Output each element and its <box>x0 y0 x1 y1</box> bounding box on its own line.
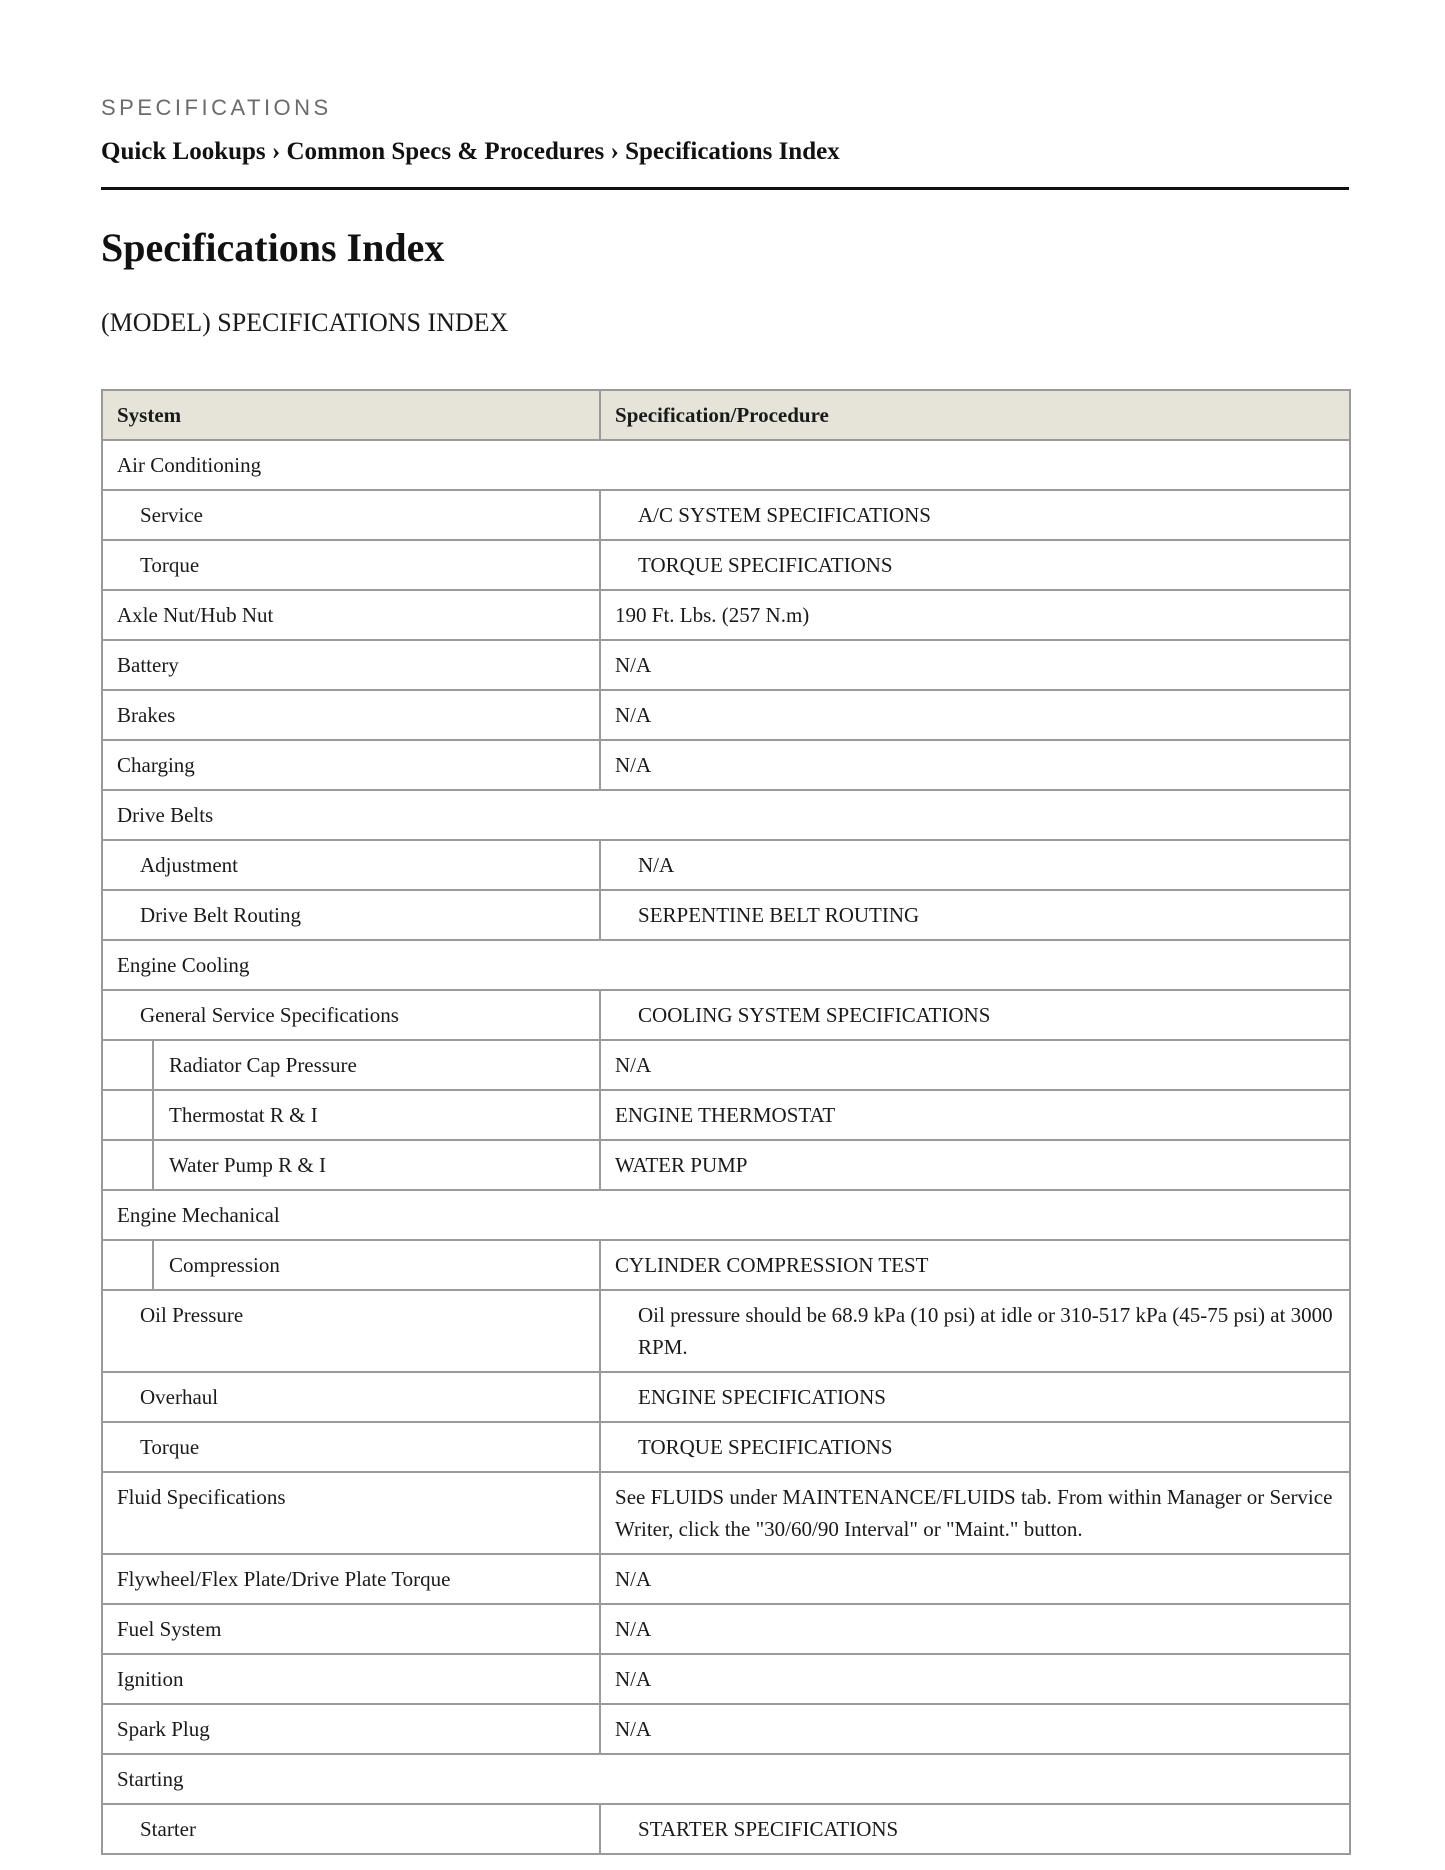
group-cell: Air Conditioning <box>102 440 1350 490</box>
table-header-row <box>102 390 1350 440</box>
spec-cell: ENGINE THERMOSTAT <box>600 1090 1350 1140</box>
table-row <box>102 1190 1350 1240</box>
table-row <box>102 1654 1350 1704</box>
system-cell: Overhaul <box>102 1372 600 1422</box>
spec-cell: N/A <box>600 640 1350 690</box>
system-cell: Spark Plug <box>102 1704 600 1754</box>
spec-cell: TORQUE SPECIFICATIONS <box>600 1422 1350 1472</box>
spec-cell: N/A <box>600 1554 1350 1604</box>
table-row <box>102 490 1350 540</box>
spec-cell: Oil pressure should be 68.9 kPa (10 psi) at idle or 310-517 kPa (45-75 psi) at 3000 RPM. <box>600 1290 1350 1372</box>
spec-cell: N/A <box>600 740 1350 790</box>
spec-cell: A/C SYSTEM SPECIFICATIONS <box>600 490 1350 540</box>
table-row <box>102 1604 1350 1654</box>
page-subtitle: (MODEL) SPECIFICATIONS INDEX <box>101 308 509 337</box>
table-row <box>102 890 1350 940</box>
system-cell: Brakes <box>102 690 600 740</box>
table-row <box>102 590 1350 640</box>
system-cell: Battery <box>102 640 600 690</box>
spec-cell: See FLUIDS under MAINTENANCE/FLUIDS tab. From within Manager or Service Writer, click the "30/60/90 Interval" or "Maint." button. <box>600 1472 1350 1554</box>
table-row <box>102 1040 1350 1090</box>
table-row <box>102 1804 1350 1854</box>
table-row <box>102 1240 1350 1290</box>
spec-cell: N/A <box>600 1654 1350 1704</box>
system-cell: Axle Nut/Hub Nut <box>102 590 600 640</box>
indent-spacer <box>102 1090 153 1140</box>
system-cell: Charging <box>102 740 600 790</box>
specifications-table <box>101 389 1351 1855</box>
column-header-spec: Specification/Procedure <box>600 390 1350 440</box>
system-cell: Drive Belt Routing <box>102 890 600 940</box>
system-cell: Thermostat R & I <box>153 1090 600 1140</box>
table-row <box>102 790 1350 840</box>
spec-cell: 190 Ft. Lbs. (257 N.m) <box>600 590 1350 640</box>
system-cell: Fuel System <box>102 1604 600 1654</box>
system-cell: General Service Specifications <box>102 990 600 1040</box>
system-cell: Torque <box>102 1422 600 1472</box>
table-row <box>102 1422 1350 1472</box>
table-row <box>102 1704 1350 1754</box>
table-row <box>102 940 1350 990</box>
system-cell: Fluid Specifications <box>102 1472 600 1554</box>
system-cell: Water Pump R & I <box>153 1140 600 1190</box>
table-row <box>102 1290 1350 1372</box>
table-row <box>102 740 1350 790</box>
table-row <box>102 1472 1350 1554</box>
spec-cell: ENGINE SPECIFICATIONS <box>600 1372 1350 1422</box>
system-cell: Ignition <box>102 1654 600 1704</box>
system-cell: Starter <box>102 1804 600 1854</box>
spec-cell: TORQUE SPECIFICATIONS <box>600 540 1350 590</box>
system-cell: Torque <box>102 540 600 590</box>
table-row <box>102 1140 1350 1190</box>
table-row <box>102 1090 1350 1140</box>
section-kicker: SPECIFICATIONS <box>101 95 332 120</box>
spec-cell: N/A <box>600 690 1350 740</box>
table-row <box>102 640 1350 690</box>
group-cell: Drive Belts <box>102 790 1350 840</box>
system-cell: Oil Pressure <box>102 1290 600 1372</box>
spec-cell: COOLING SYSTEM SPECIFICATIONS <box>600 990 1350 1040</box>
table-row <box>102 440 1350 490</box>
group-cell: Starting <box>102 1754 1350 1804</box>
table-row <box>102 840 1350 890</box>
column-header-system: System <box>102 390 600 440</box>
system-cell: Service <box>102 490 600 540</box>
table-row <box>102 540 1350 590</box>
system-cell: Radiator Cap Pressure <box>153 1040 600 1090</box>
system-cell: Flywheel/Flex Plate/Drive Plate Torque <box>102 1554 600 1604</box>
table-row <box>102 1754 1350 1804</box>
table-row <box>102 690 1350 740</box>
spec-cell: N/A <box>600 1040 1350 1090</box>
spec-cell: SERPENTINE BELT ROUTING <box>600 890 1350 940</box>
spec-cell: N/A <box>600 840 1350 890</box>
table-row <box>102 1372 1350 1422</box>
spec-cell: STARTER SPECIFICATIONS <box>600 1804 1350 1854</box>
header-divider <box>101 187 1349 190</box>
system-cell: Adjustment <box>102 840 600 890</box>
indent-spacer <box>102 1240 153 1290</box>
table-row <box>102 990 1350 1040</box>
indent-spacer <box>102 1140 153 1190</box>
spec-cell: N/A <box>600 1704 1350 1754</box>
table-row <box>102 1554 1350 1604</box>
system-cell: Compression <box>153 1240 600 1290</box>
page-title: Specifications Index <box>101 225 445 270</box>
spec-cell: WATER PUMP <box>600 1140 1350 1190</box>
spec-cell: N/A <box>600 1604 1350 1654</box>
group-cell: Engine Mechanical <box>102 1190 1350 1240</box>
group-cell: Engine Cooling <box>102 940 1350 990</box>
spec-cell: CYLINDER COMPRESSION TEST <box>600 1240 1350 1290</box>
breadcrumb: Quick Lookups › Common Specs & Procedures › Specifications Index <box>101 138 840 165</box>
indent-spacer <box>102 1040 153 1090</box>
